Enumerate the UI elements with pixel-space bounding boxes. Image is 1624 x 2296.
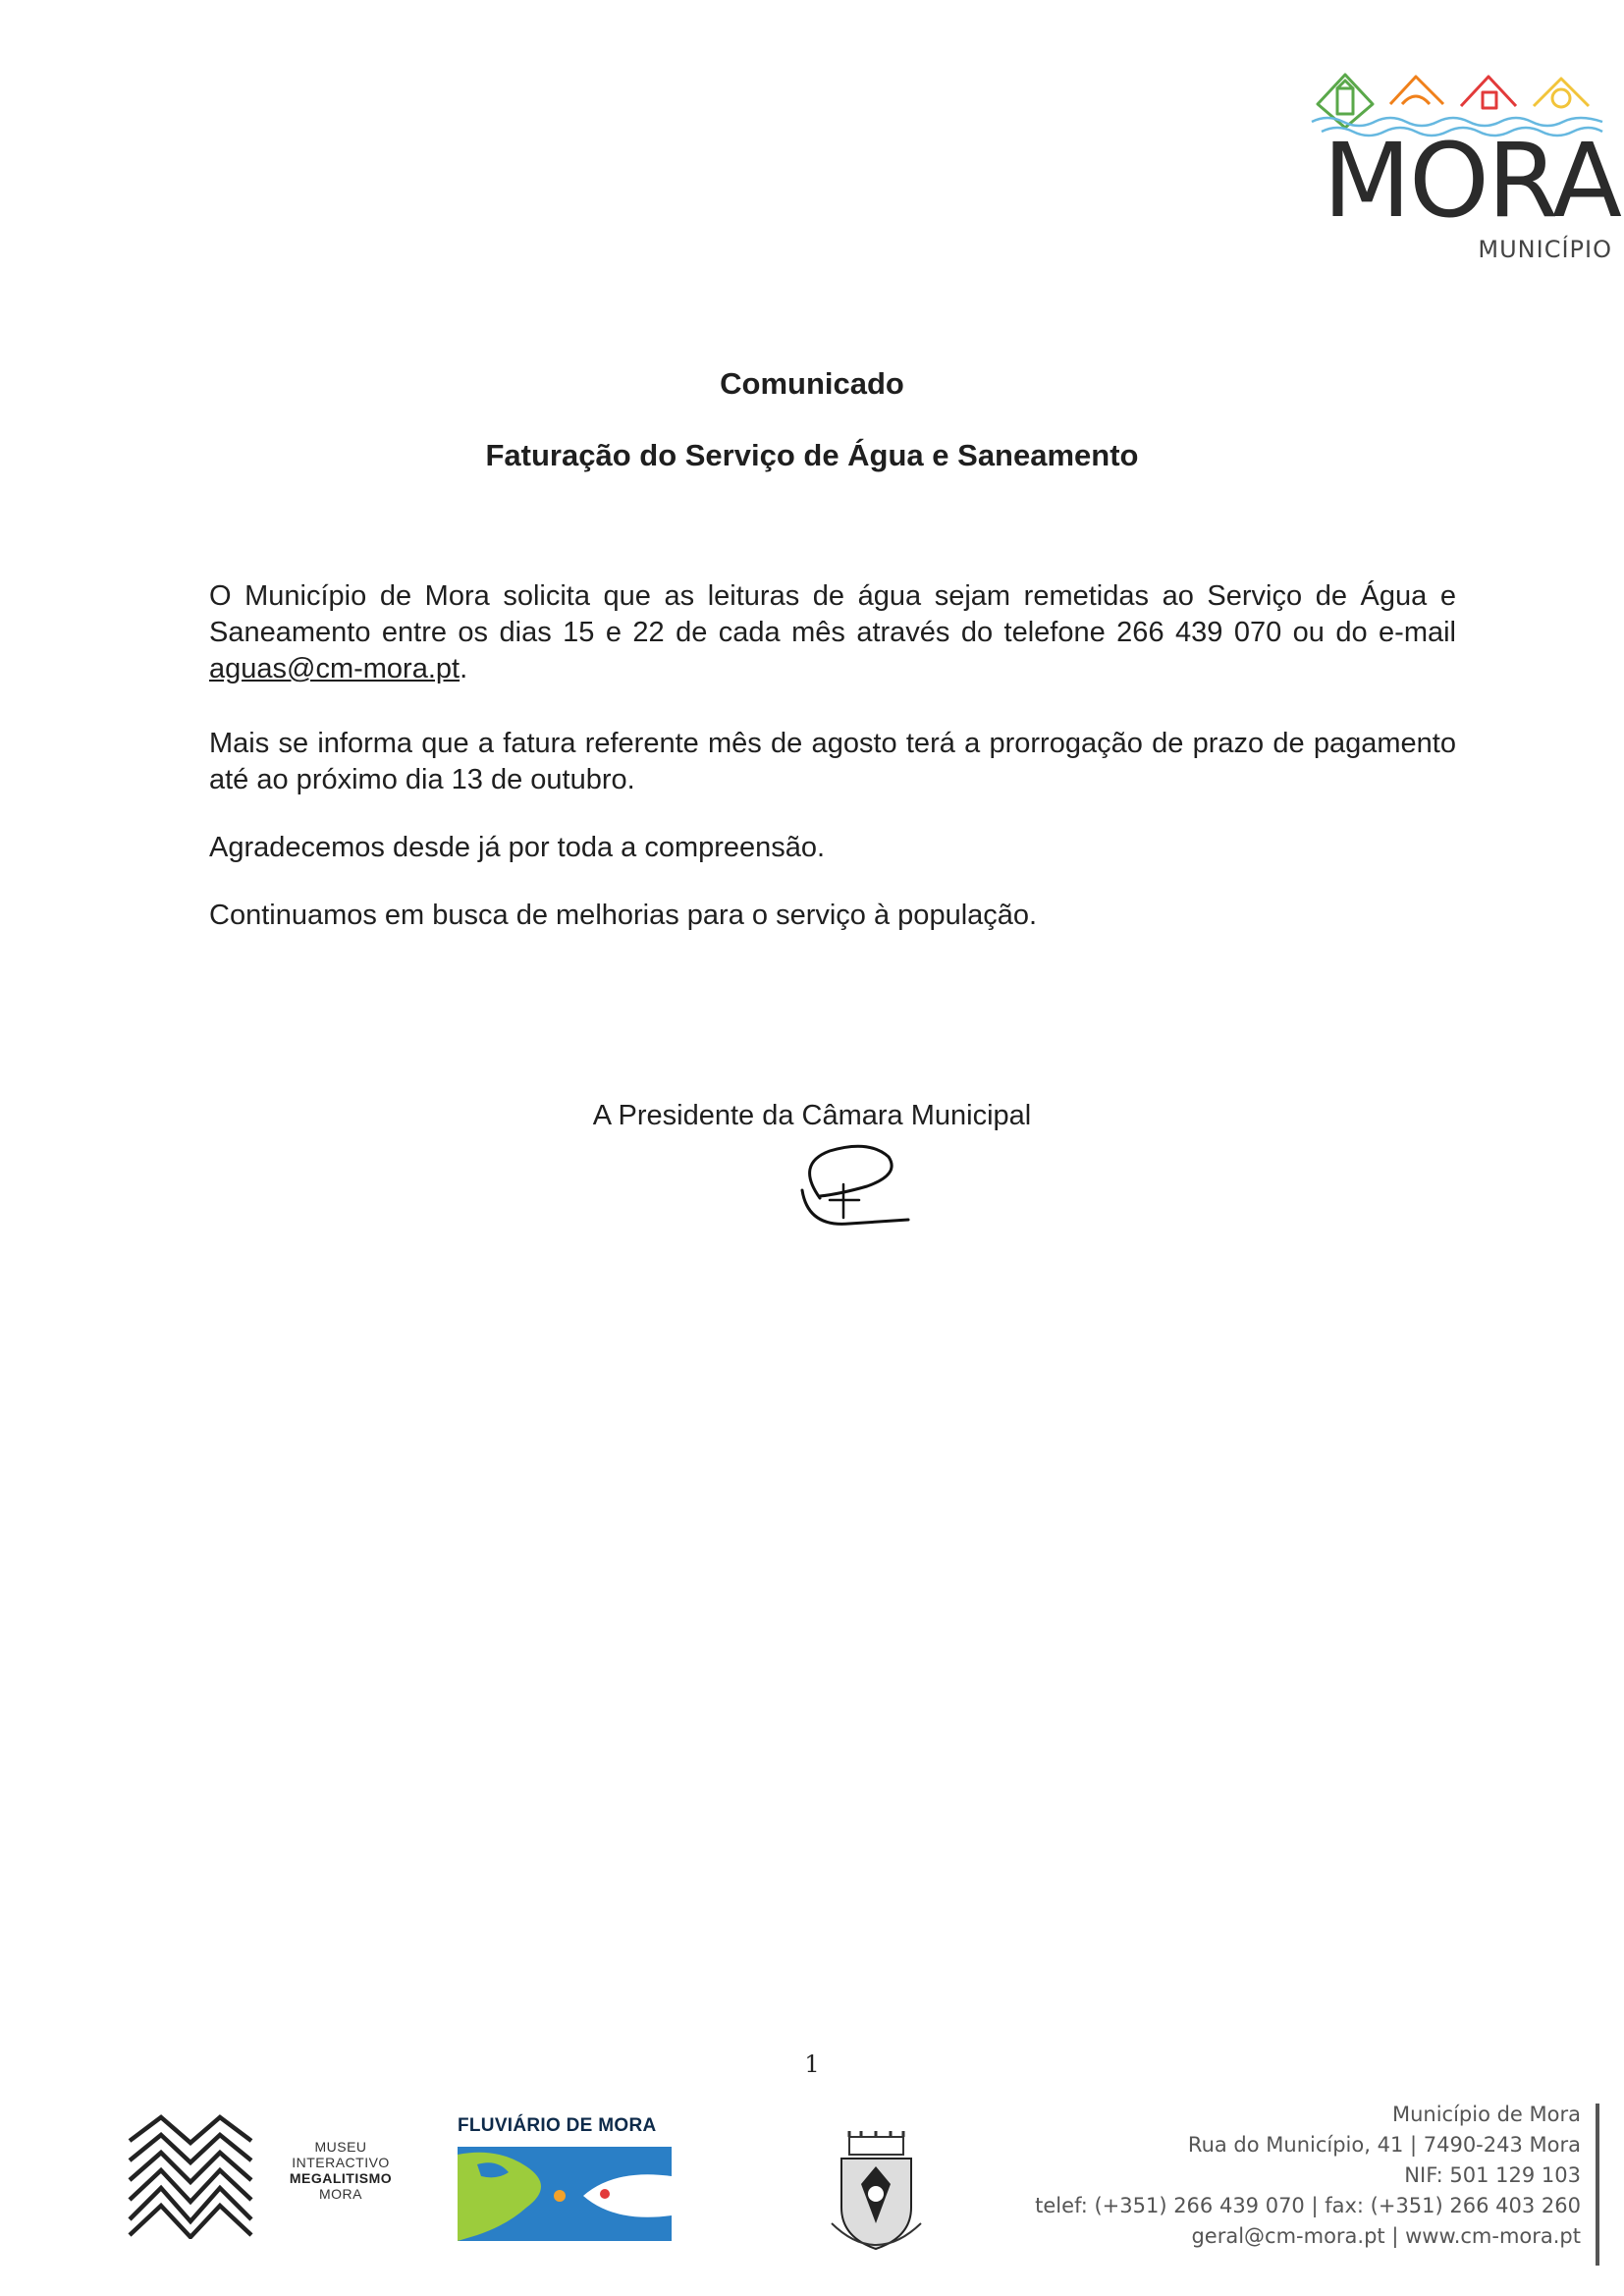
fluviario-title: FLUVIÁRIO DE MORA: [458, 2115, 657, 2136]
signature-title: A Presidente da Câmara Municipal: [592, 1100, 1032, 1131]
paragraph-readings: [209, 578, 1456, 687]
contact-phone-fax: telef: (+351) 266 439 070 | fax: (+351) 266 403 260: [1035, 2194, 1581, 2217]
mora-logo-subtitle: MUNICÍPIO: [1478, 236, 1612, 263]
fluviario-logo: [458, 2147, 672, 2241]
museum-line-2: INTERACTIVO: [292, 2155, 390, 2170]
document-subject: Faturação do Serviço de Água e Saneamento: [485, 438, 1139, 472]
document-heading: Comunicado: [720, 366, 904, 401]
contact-nif: NIF: 501 129 103: [1404, 2163, 1581, 2187]
contact-email-web[interactable]: geral@cm-mora.pt | www.cm-mora.pt: [1191, 2224, 1581, 2248]
museum-line-1: MUSEU: [314, 2139, 367, 2155]
museum-line-3: MEGALITISMO: [289, 2170, 393, 2186]
paragraph-readings-end: .: [460, 653, 468, 684]
museum-line-4: MORA: [319, 2186, 362, 2202]
handwritten-signature: [790, 1139, 918, 1237]
paragraph-thanks: Agradecemos desde já por toda a compreensão.: [209, 832, 826, 863]
page-number: 1: [804, 2050, 820, 2078]
email-link[interactable]: aguas@cm-mora.pt: [209, 653, 460, 684]
paragraph-readings-text: O Município de Mora solicita que as leituras de água sejam remetidas ao Serviço de Água e Saneamento entre os dias 15 e 22 de cada mês através do telefone 266 439 070 ou do e-mail: [209, 580, 1456, 648]
paragraph-extension: Mais se informa que a fatura referente mês de agosto terá a prorrogação de prazo de pagamento até ao próximo dia 13 de outubro.: [209, 728, 1456, 795]
contact-divider: [1596, 2104, 1599, 2266]
mora-logo-word: MORA: [1323, 121, 1620, 241]
contact-name: Município de Mora: [1391, 2103, 1581, 2126]
municipal-coat-of-arms: [820, 2129, 933, 2257]
contact-block: [1031, 2100, 1581, 2252]
museum-megalithic-logo: [126, 2113, 255, 2239]
contact-address: Rua do Município, 41 | 7490-243 Mora: [1187, 2133, 1581, 2157]
paragraph-improvements: Continuamos em busca de melhorias para o serviço à população.: [209, 900, 1038, 931]
museum-name: [277, 2139, 405, 2202]
